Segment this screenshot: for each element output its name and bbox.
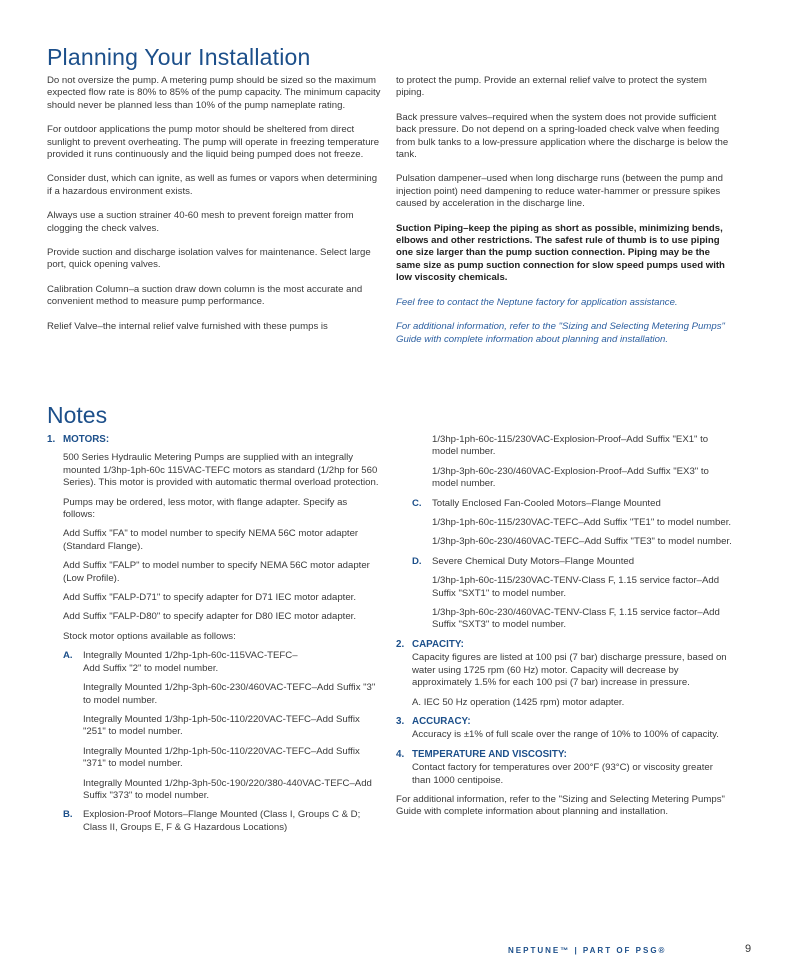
capacity-body <box>412 652 732 709</box>
notes-right-column <box>396 434 732 819</box>
page-number: 9 <box>745 943 752 955</box>
planning-paragraph: Calibration Column–a suction draw down column is the most accurate and convenient method to measure pump performance. <box>47 283 363 308</box>
planning-paragraph: Provide suction and discharge isolation valves for maintenance. Select large port, quick opening valves. <box>47 247 371 271</box>
motors-paragraph: Add Suffix "FA" to model number to specify NEMA 56C motor adapter (Standard Flange). <box>63 528 359 552</box>
option-b-item: 1/3hp-1ph-60c-115/230VAC-Explosion-Proof–Add Suffix "EX1" to model number. <box>432 434 709 458</box>
option-d-item: 1/3hp-3ph-60c-230/460VAC-TENV-Class F, 1.15 service factor–Add Suffix "SXT3" to model number. <box>432 607 720 631</box>
option-d-item: 1/3hp-1ph-60c-115/230VAC-TENV-Class F, 1.15 service factor–Add Suffix "SXT1" to model number. <box>432 575 720 599</box>
accuracy-heading: 3. ACCURACY: <box>396 715 471 727</box>
option-a-item: Integrally Mounted 1/3hp-1ph-50c-110/220VAC-TEFC–Add Suffix "251" to model number. <box>83 713 360 738</box>
capacity-sub: A. IEC 50 Hz operation (1425 rpm) motor adapter. <box>412 696 625 708</box>
accuracy-text: Accuracy is ±1% of full scale over the range of 10% to 100% of capacity. <box>412 729 719 741</box>
notes-title: Notes <box>47 402 108 428</box>
motors-paragraph: Pumps may be ordered, less motor, with flange adapter. Specify as follows: <box>63 496 348 521</box>
option-a-item: Integrally Mounted 1/2hp-3ph-60c-230/460VAC-TEFC–Add Suffix "3" to model number. <box>83 682 376 706</box>
footer-brand: NEPTUNE™ | PART OF PSG® <box>508 946 667 955</box>
option-a-line: Add Suffix "2" to model number. <box>83 662 219 674</box>
option-c-item: 1/3hp-1ph-60c-115/230VAC-TEFC–Add Suffix "TE1" to model number. <box>432 517 732 529</box>
option-a-item: Integrally Mounted 1/2hp-1ph-50c-110/220VAC-TEFC–Add Suffix "371" to model number. <box>83 745 360 770</box>
motors-paragraph: Add Suffix "FALP" to model number to specify NEMA 56C motor adapter (Low Profile). <box>63 560 370 584</box>
motors-paragraph: Add Suffix "FALP-D80" to specify adapter for D80 IEC motor adapter. <box>63 611 356 623</box>
option-c-items <box>432 517 732 549</box>
closing-paragraph: For additional information, refer to the "Sizing and Selecting Metering Pumps" Guide with complete information about planning and installation. <box>396 793 725 818</box>
motors-paragraph: Add Suffix "FALP-D71" to specify adapter for D71 IEC motor adapter. <box>63 592 356 604</box>
option-a-line: Integrally Mounted 1/2hp-1ph-60c-115VAC-TEFC– <box>83 650 298 662</box>
planning-paragraph: Always use a suction strainer 40-60 mesh to prevent foreign matter from clogging the check valves. <box>47 210 354 234</box>
suction-piping-paragraph: Suction Piping–keep the piping as short as possible, minimizing bends, elbows and other restrictions. The safest rule of thumb is to use piping one size larger than the pump suction connection. Piping may be the same size as pump suction connection for slow speed pumps used with low viscosity chemicals. <box>396 222 725 284</box>
motors-paragraph: 500 Series Hydraulic Metering Pumps are supplied with an integrally mounted 1/3hp-1ph-60c 115VAC-TEFC motors as standard (1/2hp for 560 Series). This motor is provided with automatic thermal overload protection. <box>63 452 379 489</box>
capacity-heading: 2. CAPACITY: <box>396 638 464 650</box>
planning-paragraph: Back pressure valves–required when the system does not provide sufficient back pressure. Do not depend on a spring-loaded check valve when feeding from bulk tanks to a low-pressure application where the discharge is below the tank. <box>396 111 729 161</box>
planning-paragraph: Pulsation dampener–used when long discharge runs (between the pump and injection point) need dampening to reduce water-hammer or pressure spikes caused by acceleration in the discharge line. <box>396 173 723 210</box>
motors-paragraph: Stock motor options available as follows: <box>63 630 236 642</box>
planning-paragraph: Do not oversize the pump. A metering pump should be sized so the maximum expected flow rate is 80% to 85% of the pump capacity. The minimum capacity should never be planned less than 10% of the pump nameplate rating. <box>47 75 381 111</box>
motors-heading: 1. MOTORS: <box>47 434 110 445</box>
motor-option-b: B. Explosion-Proof Motors–Flange Mounted (Class I, Groups C & D; Class II, Groups E, F & G Hazardous Locations) <box>63 809 381 834</box>
option-a-item: Integrally Mounted 1/2hp-3ph-50c-190/220/380-440VAC-TEFC–Add Suffix "373" to model number. <box>83 777 372 801</box>
guide-reference: For additional information, refer to the "Sizing and Selecting Metering Pumps" Guide with complete information about planning and installation. <box>396 321 725 345</box>
motors-body <box>63 452 381 834</box>
option-b-items <box>432 434 732 491</box>
notes-left-column <box>47 434 381 841</box>
motor-option-c: C. Totally Enclosed Fan-Cooled Motors–Flange Mounted <box>412 497 661 509</box>
motor-option-d: D. Severe Chemical Duty Motors–Flange Mounted <box>412 555 635 567</box>
planning-paragraph: to protect the pump. Provide an external relief valve to protect the system piping. <box>396 75 707 99</box>
temperature-heading: 4. TEMPERATURE AND VISCOSITY: <box>396 748 567 760</box>
planning-paragraph: For outdoor applications the pump motor should be sheltered from direct sunlight to prevent overheating. The pump will operate in freezing temperature provided it runs continuously and the liquid being pumped does not freeze. <box>47 124 380 161</box>
temperature-text: Contact factory for temperatures over 200°F (93°C) or viscosity greater than 1000 centipoise. <box>412 762 713 786</box>
option-b-item: 1/3hp-3ph-60c-230/460VAC-Explosion-Proof–Add Suffix "EX3" to model number. <box>432 465 709 490</box>
planning-title: Planning Your Installation <box>47 44 311 70</box>
capacity-text: Capacity figures are listed at 100 psi (7 bar) discharge pressure, based on water using 1725 rpm (60 Hz) motor. Capacity will decrease by approximately 1.5% for each 100 psi (7 bar) increase in pressure. <box>412 652 727 689</box>
motor-option-a: A. Integrally Mounted 1/2hp-1ph-60c-115VAC-TEFC– Add Suffix "2" to model number. Integrally Mounted 1/2hp-3ph-60c-230/460VAC-TEFC–Add Suffix "3" to model number. Integrally Mounted 1/3hp-1ph-50c-110/220VAC-TEFC–Add Suffix "251" to model number. Integrally Mounted 1/2hp-1ph-50c-110/220VAC-TEFC–Add Suffix "371" to model number. Integrally Mounted 1/2hp-3ph-50c-190/220/380-440VAC-TEFC–Add Suffix "373" to model number. <box>63 650 381 802</box>
planning-paragraph: Consider dust, which can ignite, as well as fumes or vapors when determining if a hazardous environment exists. <box>47 173 378 197</box>
temperature-body <box>412 762 732 787</box>
planning-paragraph: Relief Valve–the internal relief valve furnished with these pumps is <box>47 320 328 332</box>
planning-left-column <box>47 75 381 345</box>
option-d-items <box>432 575 732 632</box>
planning-right-column <box>396 75 732 358</box>
contact-note: Feel free to contact the Neptune factory for application assistance. <box>396 296 678 308</box>
accuracy-body <box>412 729 732 741</box>
option-b-text: Explosion-Proof Motors–Flange Mounted (Class I, Groups C & D; Class II, Groups E, F & G Hazardous Locations) <box>83 809 361 833</box>
option-c-item: 1/3hp-3ph-60c-230/460VAC-TEFC–Add Suffix "TE3" to model number. <box>432 536 732 548</box>
